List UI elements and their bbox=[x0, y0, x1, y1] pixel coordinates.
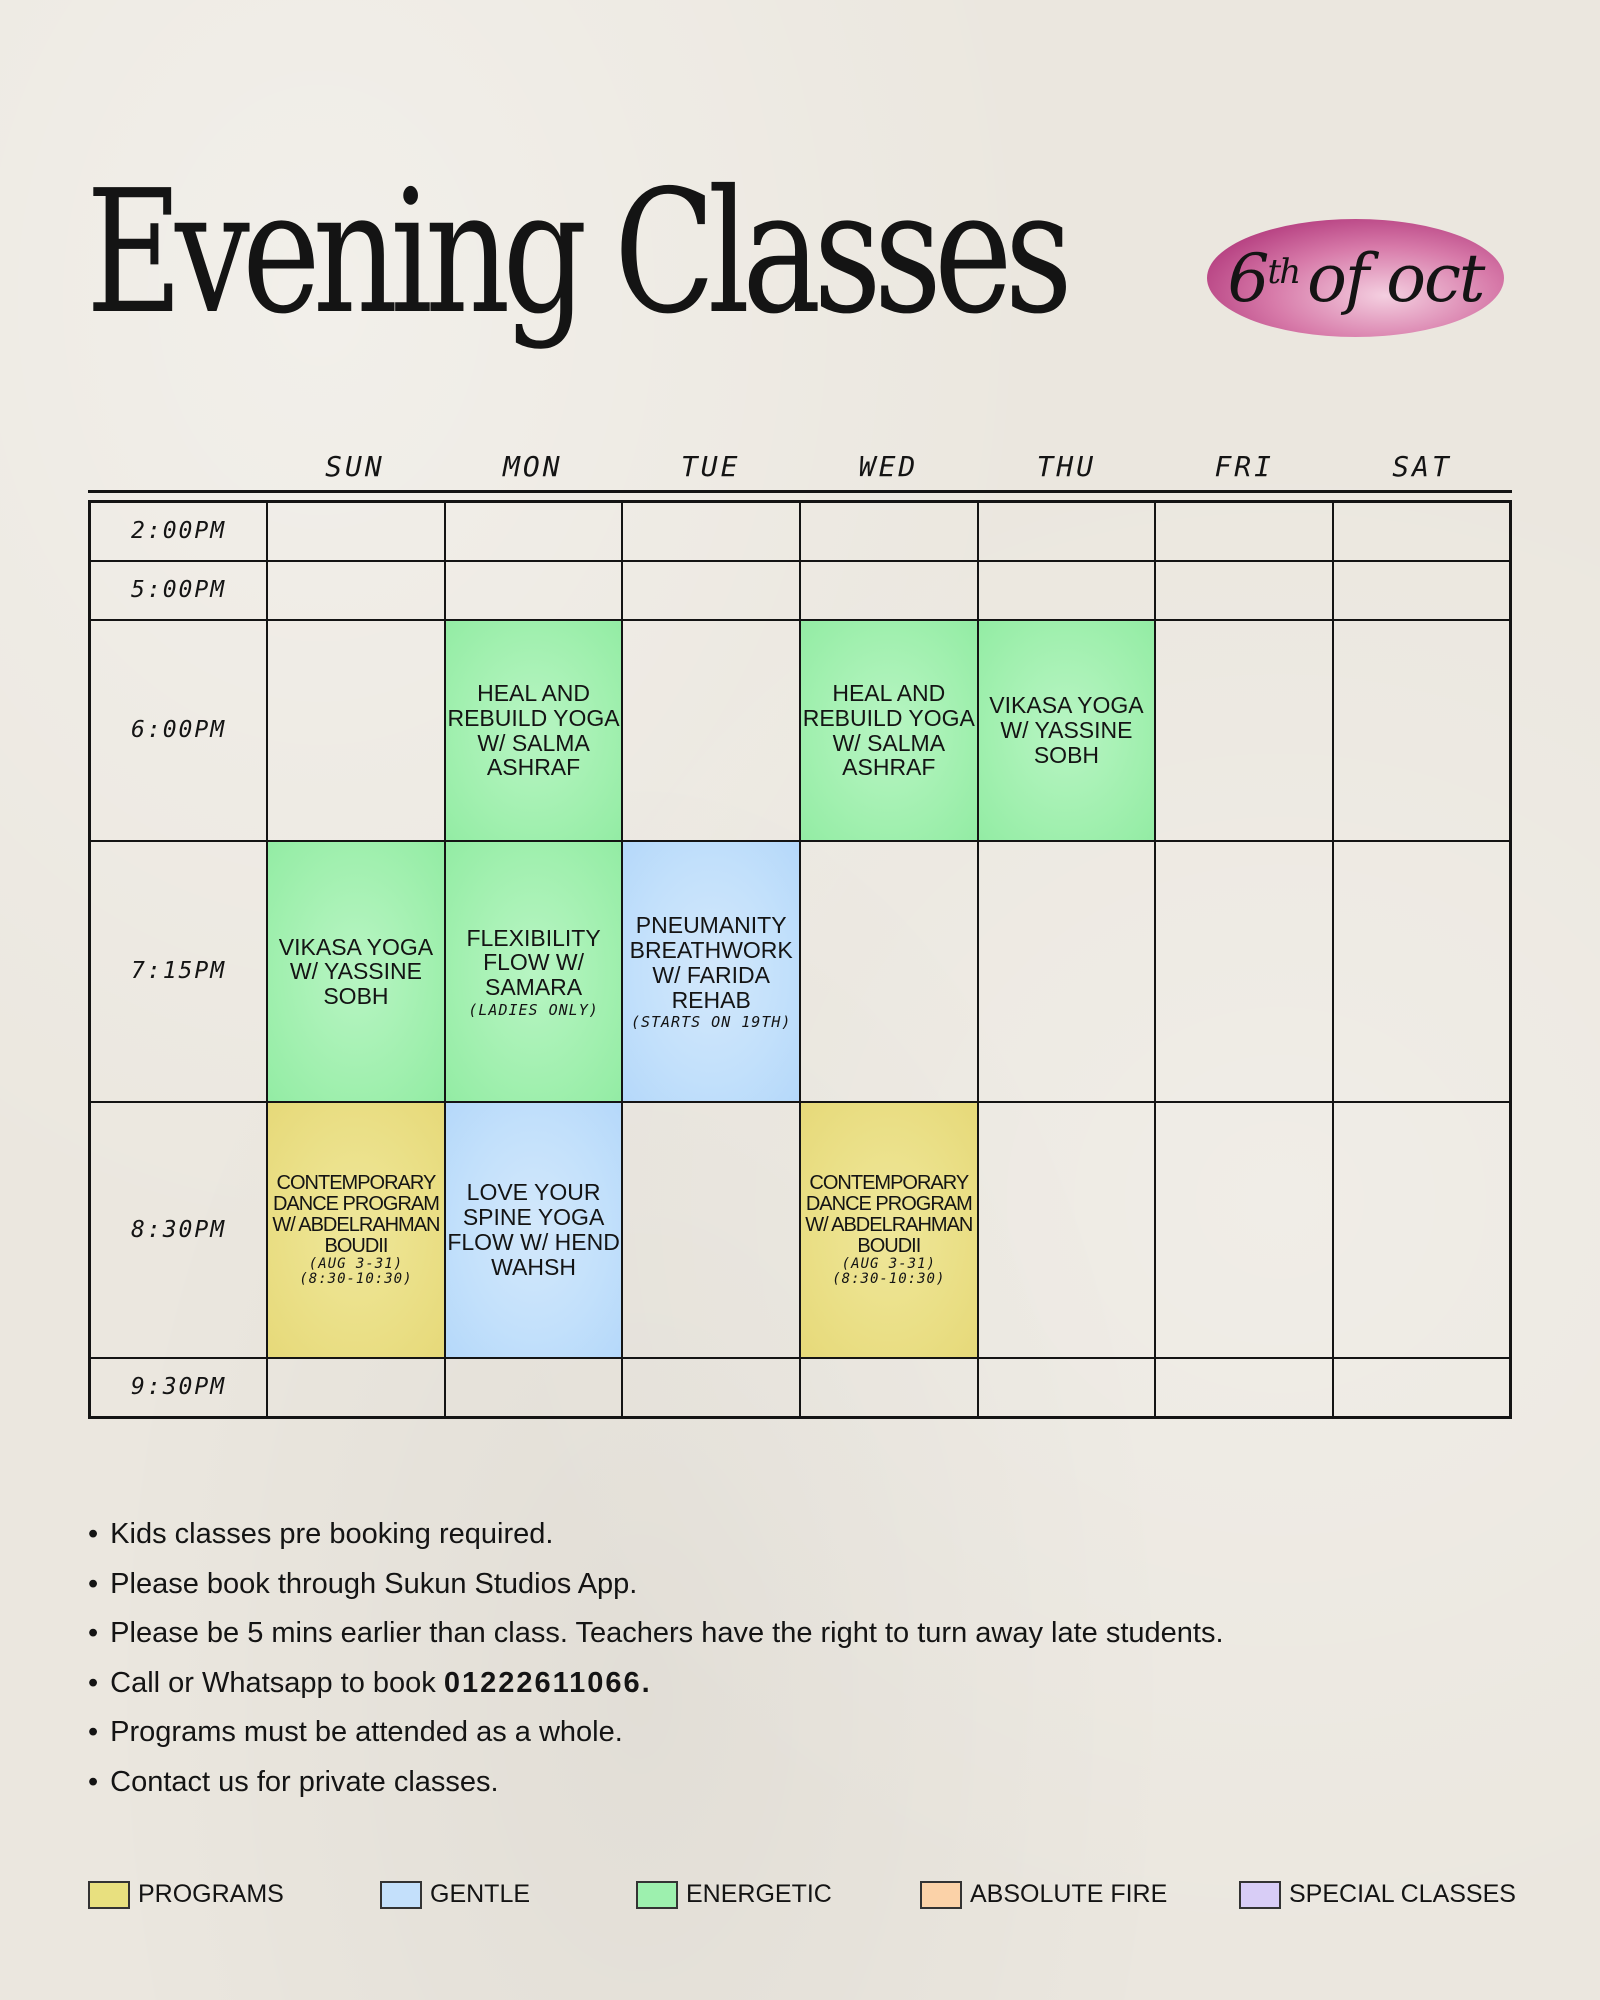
class-note: (8:30-10:30) bbox=[299, 1271, 413, 1288]
day-header-sat: SAT bbox=[1392, 450, 1452, 483]
phone-number[interactable]: 01222611066. bbox=[443, 1666, 652, 1699]
row-6pm bbox=[90, 620, 1511, 841]
legend-gentle bbox=[380, 1880, 530, 1909]
empty-cell bbox=[978, 841, 1156, 1102]
date-day: 6 bbox=[1227, 239, 1268, 317]
empty-cell bbox=[1333, 841, 1511, 1102]
empty-cell bbox=[1333, 561, 1511, 620]
empty-cell bbox=[1155, 841, 1333, 1102]
empty-cell bbox=[622, 620, 800, 841]
class-name: CONTEMPORARY DANCE PROGRAM W/ ABDELRAHMAN BOUDII bbox=[272, 1171, 440, 1257]
empty-cell bbox=[622, 561, 800, 620]
class-name: HEAL AND REBUILD YOGA W/ SALMA ASHRAF bbox=[447, 679, 620, 781]
legend-special-classes bbox=[1239, 1880, 1516, 1909]
class-name: CONTEMPORARY DANCE PROGRAM W/ ABDELRAHMAN BOUDII bbox=[805, 1171, 973, 1257]
empty-cell bbox=[978, 1358, 1156, 1418]
legend-absolute-fire bbox=[920, 1880, 1167, 1909]
class-heal-rebuild-mon[interactable] bbox=[445, 620, 623, 841]
info-notes bbox=[88, 1510, 1224, 1807]
empty-cell bbox=[1155, 561, 1333, 620]
date-rest: of oct bbox=[1307, 239, 1484, 317]
header-rule bbox=[88, 490, 1512, 493]
legend-label: GENTLE bbox=[430, 1880, 531, 1908]
empty-cell bbox=[800, 502, 978, 562]
legend-label: ABSOLUTE FIRE bbox=[970, 1880, 1168, 1908]
day-header-thu: THU bbox=[1036, 450, 1097, 483]
empty-cell bbox=[1333, 502, 1511, 562]
class-dance-wed[interactable] bbox=[800, 1102, 978, 1357]
empty-cell bbox=[800, 561, 978, 620]
class-note: (STARTS ON 19TH) bbox=[630, 1013, 792, 1032]
time-label: 8:30PM bbox=[90, 1102, 268, 1357]
empty-cell bbox=[800, 841, 978, 1102]
empty-cell bbox=[1333, 1358, 1511, 1418]
empty-cell bbox=[1155, 1358, 1333, 1418]
time-label: 5:00PM bbox=[90, 561, 268, 620]
class-name: VIKASA YOGA W/ YASSINE SOBH bbox=[278, 933, 434, 1010]
date-badge bbox=[1207, 219, 1504, 337]
day-header-mon: MON bbox=[503, 450, 563, 483]
empty-cell bbox=[978, 1102, 1156, 1357]
class-note: (8:30-10:30) bbox=[832, 1271, 946, 1288]
empty-cell bbox=[267, 620, 445, 841]
empty-cell bbox=[622, 502, 800, 562]
empty-cell bbox=[445, 502, 623, 562]
empty-cell bbox=[267, 561, 445, 620]
page-title: Evening Classes bbox=[86, 154, 1065, 352]
day-header-wed: WED bbox=[858, 450, 919, 483]
empty-cell bbox=[267, 502, 445, 562]
class-name: HEAL AND REBUILD YOGA W/ SALMA ASHRAF bbox=[802, 679, 975, 781]
class-vikasa-sun[interactable] bbox=[267, 841, 445, 1102]
class-dance-sun[interactable] bbox=[267, 1102, 445, 1357]
note-item bbox=[88, 1659, 1224, 1709]
empty-cell bbox=[1333, 1102, 1511, 1357]
day-header-fri: FRI bbox=[1214, 450, 1275, 483]
class-name: LOVE YOUR SPINE YOGA FLOW W/ HEND WAHSH bbox=[447, 1179, 620, 1280]
legend-swatch bbox=[1239, 1881, 1281, 1909]
empty-cell bbox=[1155, 502, 1333, 562]
class-flexibility-mon[interactable] bbox=[445, 841, 623, 1102]
empty-cell bbox=[1333, 620, 1511, 841]
empty-cell bbox=[1155, 620, 1333, 841]
note-item: • Programs must be attended as a whole. bbox=[88, 1708, 1224, 1758]
class-name: PNEUMANITY BREATHWORK W/ FARIDA REHAB bbox=[629, 912, 793, 1013]
note-text: Call or Whatsapp to book bbox=[110, 1666, 444, 1699]
legend-swatch bbox=[636, 1881, 678, 1909]
time-label: 9:30PM bbox=[90, 1358, 268, 1418]
empty-cell bbox=[978, 502, 1156, 562]
legend-programs bbox=[88, 1880, 284, 1909]
note-item: • Please be 5 mins earlier than class. Teachers have the right to turn away late students. bbox=[88, 1609, 1224, 1659]
schedule-grid bbox=[88, 500, 1512, 1419]
legend-label: PROGRAMS bbox=[138, 1880, 284, 1908]
empty-cell bbox=[622, 1358, 800, 1418]
empty-cell bbox=[445, 561, 623, 620]
class-note: (AUG 3-31) bbox=[841, 1255, 936, 1272]
empty-cell bbox=[622, 1102, 800, 1357]
time-label: 6:00PM bbox=[90, 620, 268, 841]
empty-cell bbox=[1155, 1102, 1333, 1357]
row-830pm bbox=[90, 1102, 1511, 1357]
day-headers bbox=[266, 450, 1511, 490]
legend bbox=[88, 1880, 1528, 1914]
legend-label: SPECIAL CLASSES bbox=[1289, 1880, 1516, 1908]
row-715pm bbox=[90, 841, 1511, 1102]
note-item: • Contact us for private classes. bbox=[88, 1758, 1224, 1808]
class-note: (AUG 3-31) bbox=[308, 1255, 404, 1272]
note-item: • Please book through Sukun Studios App. bbox=[88, 1560, 1224, 1610]
date-suffix: th bbox=[1267, 252, 1300, 292]
class-name: VIKASA YOGA W/ YASSINE SOBH bbox=[989, 692, 1144, 768]
legend-swatch bbox=[88, 1881, 130, 1909]
class-spine-mon[interactable] bbox=[445, 1102, 623, 1357]
class-name: FLEXIBILITY FLOW W/ SAMARA bbox=[466, 924, 601, 1001]
class-pneumanity-tue[interactable] bbox=[622, 841, 800, 1102]
time-label: 7:15PM bbox=[90, 841, 268, 1102]
row-2pm bbox=[90, 502, 1511, 562]
class-heal-rebuild-wed[interactable] bbox=[800, 620, 978, 841]
legend-swatch bbox=[380, 1881, 422, 1909]
row-5pm bbox=[90, 561, 1511, 620]
row-930pm bbox=[90, 1358, 1511, 1418]
day-header-sun: SUN bbox=[325, 450, 385, 483]
legend-swatch bbox=[920, 1881, 962, 1909]
empty-cell bbox=[800, 1358, 978, 1418]
legend-energetic bbox=[636, 1880, 832, 1909]
legend-label: ENERGETIC bbox=[686, 1880, 832, 1908]
day-header-tue: TUE bbox=[680, 450, 741, 483]
empty-cell bbox=[978, 561, 1156, 620]
empty-cell bbox=[267, 1358, 445, 1418]
empty-cell bbox=[445, 1358, 623, 1418]
time-label: 2:00PM bbox=[90, 502, 268, 562]
class-note: (LADIES ONLY) bbox=[468, 1001, 599, 1020]
note-item: • Kids classes pre booking required. bbox=[88, 1510, 1224, 1560]
class-vikasa-thu[interactable] bbox=[978, 620, 1156, 841]
